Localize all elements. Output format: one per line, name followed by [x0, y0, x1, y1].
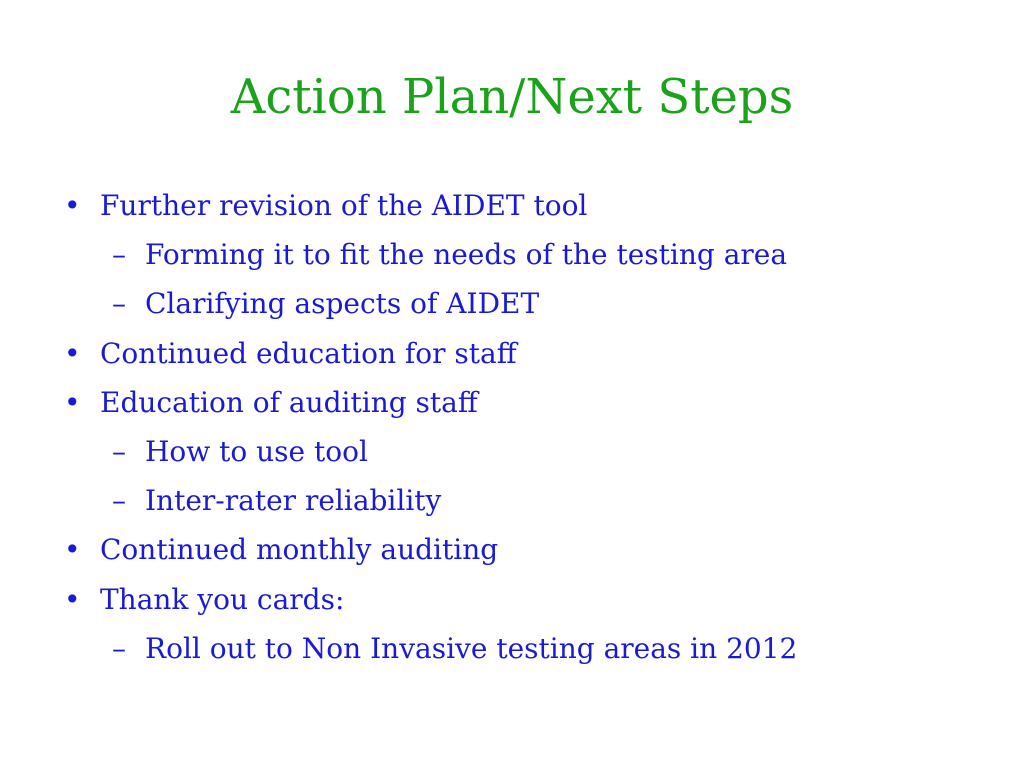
sub-bullet-item: [0, 279, 1024, 328]
sub-bullet-text: Clarifying aspects of AIDET: [145, 287, 540, 321]
bullet-item: [0, 525, 1024, 574]
slide-title: Action Plan/Next Steps: [230, 69, 794, 125]
bullet-text: Continued monthly auditing: [100, 533, 499, 567]
sub-bullet-text: How to use tool: [145, 434, 368, 468]
bullet-marker: •: [64, 385, 81, 419]
bullet-text: Continued education for staff: [100, 336, 517, 370]
bullet-marker: •: [64, 189, 81, 222]
bullet-item: [0, 575, 1024, 624]
dash-marker: –: [112, 631, 126, 665]
dash-marker: –: [112, 287, 126, 321]
dash-marker: –: [112, 484, 126, 518]
sub-bullet-text: Inter-rater reliability: [145, 484, 442, 518]
bullet-item: [0, 181, 1024, 230]
bullet-item: [0, 378, 1024, 427]
bullet-list: [0, 181, 1024, 673]
bullet-marker: •: [64, 533, 81, 567]
sub-bullet-item: [0, 230, 1024, 279]
bullet-item: [0, 329, 1024, 378]
dash-marker: –: [112, 238, 126, 272]
sub-bullet-item: [0, 476, 1024, 525]
sub-bullet-text: Forming it to fit the needs of the testing area: [145, 238, 788, 272]
sub-bullet-text: Roll out to Non Invasive testing areas in 2012: [145, 631, 798, 665]
bullet-text: Further revision of the AIDET tool: [100, 189, 588, 222]
bullet-marker: •: [64, 582, 81, 616]
bullet-marker: •: [64, 336, 81, 370]
sub-bullet-item: [0, 427, 1024, 476]
bullet-text: Education of auditing staff: [100, 385, 478, 419]
bullet-text: Thank you cards:: [100, 582, 345, 616]
dash-marker: –: [112, 434, 126, 468]
sub-bullet-item: [0, 624, 1024, 673]
